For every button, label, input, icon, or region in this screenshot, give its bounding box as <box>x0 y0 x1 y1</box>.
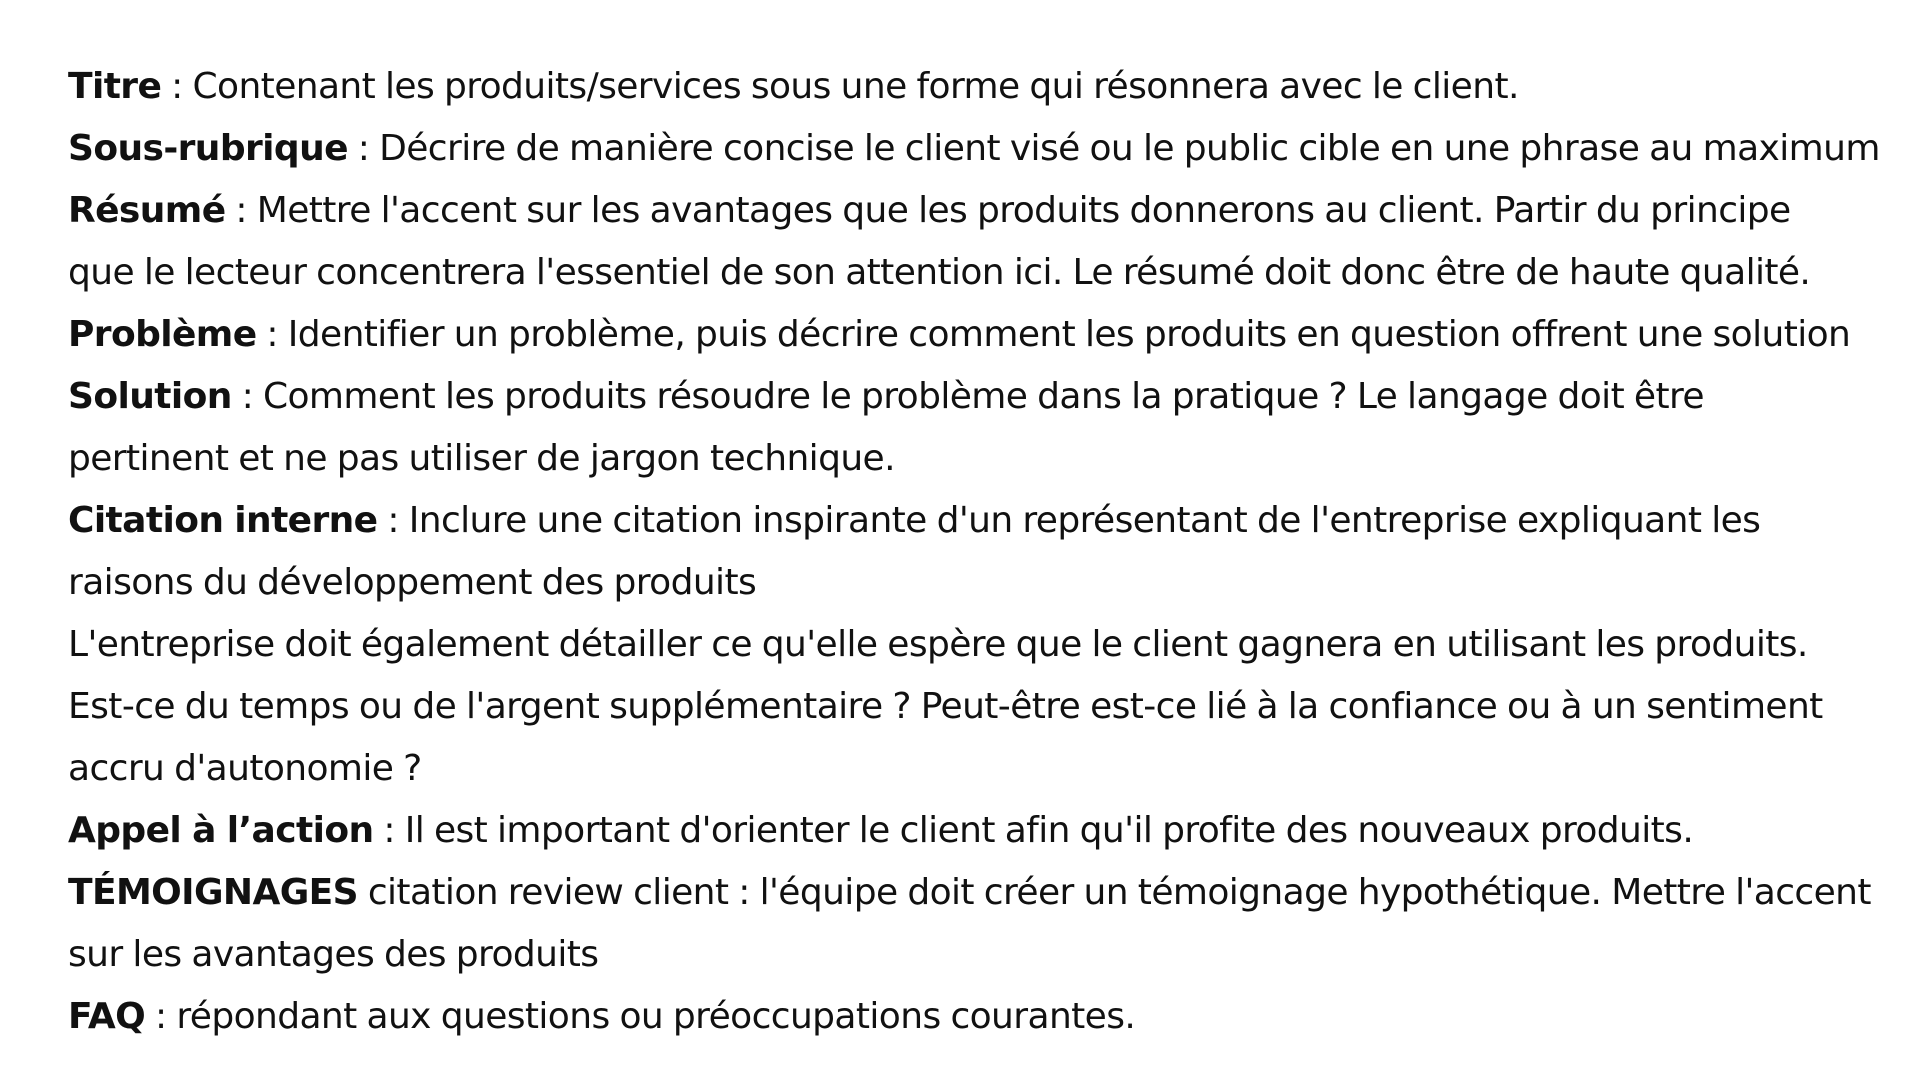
item-citation-cont-1 <box>68 552 1908 614</box>
desc-citation-line-4: Est-ce du temps ou de l'argent supplémentaire ? Peut-être est-ce lié à la confiance ou à un sentiment <box>68 686 1823 727</box>
desc-solution-line-1: : Comment les produits résoudre le problème dans la pratique ? Le langage doit être <box>231 376 1704 417</box>
term-appel-action: Appel à l’action <box>68 810 374 851</box>
item-citation-cont-3 <box>68 676 1908 738</box>
desc-probleme: : Identifier un problème, puis décrire comment les produits en question offrent une solution <box>256 314 1851 355</box>
item-temoignages-cont <box>68 924 1908 986</box>
desc-temoignages-line-2: sur les avantages des produits <box>68 934 599 975</box>
desc-resume-line-2: que le lecteur concentrera l'essentiel de son attention ici. Le résumé doit donc être de haute qualité. <box>68 252 1811 293</box>
term-faq: FAQ <box>68 996 146 1037</box>
desc-sous-rubrique: : Décrire de manière concise le client visé ou le public cible en une phrase au maximum <box>347 128 1880 169</box>
item-appel-action <box>68 800 1908 862</box>
term-temoignages: TÉMOIGNAGES <box>68 872 358 913</box>
item-citation-interne <box>68 490 1908 552</box>
item-faq <box>68 986 1908 1048</box>
item-resume <box>68 180 1908 242</box>
item-solution <box>68 366 1908 428</box>
term-probleme: Problème <box>68 314 257 355</box>
desc-solution-line-2: pertinent et ne pas utiliser de jargon technique. <box>68 438 895 479</box>
desc-citation-line-3: L'entreprise doit également détailler ce qu'elle espère que le client gagnera en utilisant les produits. <box>68 624 1808 665</box>
desc-temoignages-line-1: citation review client : l'équipe doit créer un témoignage hypothétique. Mettre l'accent <box>357 872 1871 913</box>
item-sous-rubrique <box>68 118 1908 180</box>
term-resume: Résumé <box>68 190 226 231</box>
item-titre <box>68 56 1908 118</box>
desc-citation-line-5: accru d'autonomie ? <box>68 748 422 789</box>
item-citation-cont-2 <box>68 614 1908 676</box>
item-probleme <box>68 304 1908 366</box>
item-citation-cont-4 <box>68 738 1908 800</box>
desc-citation-line-1: : Inclure une citation inspirante d'un représentant de l'entreprise expliquant les <box>377 500 1761 541</box>
item-resume-cont <box>68 242 1908 304</box>
term-solution: Solution <box>68 376 232 417</box>
term-titre: Titre <box>68 66 162 107</box>
item-temoignages <box>68 862 1908 924</box>
desc-resume-line-1: : Mettre l'accent sur les avantages que les produits donnerons au client. Partir du principe <box>225 190 1791 231</box>
desc-titre: : Contenant les produits/services sous une forme qui résonnera avec le client. <box>161 66 1519 107</box>
term-citation-interne: Citation interne <box>68 500 378 541</box>
term-sous-rubrique: Sous-rubrique <box>68 128 348 169</box>
desc-faq: : répondant aux questions ou préoccupations courantes. <box>145 996 1136 1037</box>
document-body <box>68 56 1908 1048</box>
item-solution-cont <box>68 428 1908 490</box>
desc-citation-line-2: raisons du développement des produits <box>68 562 757 603</box>
desc-appel-action: : Il est important d'orienter le client afin qu'il profite des nouveaux produits. <box>373 810 1694 851</box>
